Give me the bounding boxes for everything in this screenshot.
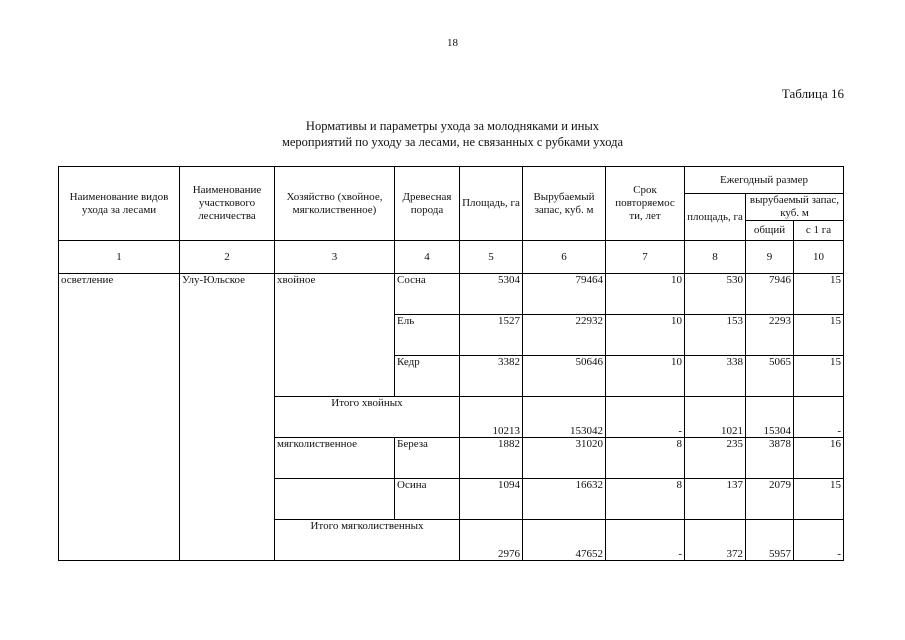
economy-cell: мягколиственное — [275, 438, 395, 479]
annual-total-cell: 15304 — [746, 397, 794, 438]
species-cell: Осина — [395, 479, 460, 520]
annual-area-cell: 137 — [685, 479, 746, 520]
table-title-line1: Нормативы и параметры ухода за молодняками и иных — [305, 119, 600, 133]
species-cell: Береза — [395, 438, 460, 479]
column-number: 2 — [180, 241, 275, 274]
header-harvest: вырубаемый запас, куб. м — [746, 194, 844, 221]
economy-cell-empty — [275, 479, 395, 520]
period-cell: 10 — [606, 274, 685, 315]
annual-total-cell: 2293 — [746, 315, 794, 356]
header-species: Древесная порода — [395, 167, 460, 241]
stock-cell: 22932 — [523, 315, 606, 356]
annual-area-cell: 530 — [685, 274, 746, 315]
stock-cell: 153042 — [523, 397, 606, 438]
header-economy: Хозяйство (хвойное, мягколиственное) — [275, 167, 395, 241]
header-total: общий — [746, 221, 794, 241]
subtotal-label: Итого мягколиственных — [275, 520, 460, 561]
header-stock: Вырубаемый запас, куб. м — [523, 167, 606, 241]
table-label: Таблица 16 — [781, 86, 844, 101]
page-number: 18 — [447, 37, 458, 49]
table-title-line2: мероприятий по уходу за лесами, не связанных с рубками ухода — [281, 135, 624, 149]
species-cell: Ель — [395, 315, 460, 356]
per-ha-cell: 16 — [794, 438, 844, 479]
column-number: 6 — [523, 241, 606, 274]
annual-area-cell: 372 — [685, 520, 746, 561]
header-period: Срок повторяемос ти, лет — [606, 167, 685, 241]
header-row-1 — [59, 167, 844, 194]
annual-total-cell: 7946 — [746, 274, 794, 315]
annual-area-cell: 338 — [685, 356, 746, 397]
area-cell: 1094 — [460, 479, 523, 520]
period-cell: 10 — [606, 315, 685, 356]
column-number: 1 — [59, 241, 180, 274]
annual-total-cell: 5957 — [746, 520, 794, 561]
table-title — [0, 118, 905, 150]
species-cell: Сосна — [395, 274, 460, 315]
annual-area-cell: 1021 — [685, 397, 746, 438]
header-annual-area: площадь, га — [685, 194, 746, 241]
column-number: 9 — [746, 241, 794, 274]
annual-total-cell: 5065 — [746, 356, 794, 397]
header-annual: Ежегодный размер — [685, 167, 844, 194]
annual-area-cell: 153 — [685, 315, 746, 356]
per-ha-cell: 15 — [794, 479, 844, 520]
per-ha-cell: 15 — [794, 315, 844, 356]
per-ha-cell: 15 — [794, 274, 844, 315]
annual-total-cell: 2079 — [746, 479, 794, 520]
table-row — [59, 274, 844, 315]
column-number: 7 — [606, 241, 685, 274]
care-type-cell: осветление — [59, 274, 180, 561]
area-cell: 1527 — [460, 315, 523, 356]
stock-cell: 47652 — [523, 520, 606, 561]
header-forestry: Наименование участкового лесничества — [180, 167, 275, 241]
period-cell: - — [606, 520, 685, 561]
period-cell: 10 — [606, 356, 685, 397]
area-cell: 10213 — [460, 397, 523, 438]
norms-table — [58, 166, 844, 561]
header-area: Площадь, га — [460, 167, 523, 241]
stock-cell: 79464 — [523, 274, 606, 315]
per-ha-cell: - — [794, 397, 844, 438]
per-ha-cell: 15 — [794, 356, 844, 397]
column-number: 8 — [685, 241, 746, 274]
forestry-cell: Улу-Юльское — [180, 274, 275, 561]
stock-cell: 31020 — [523, 438, 606, 479]
column-number: 4 — [395, 241, 460, 274]
annual-total-cell: 3878 — [746, 438, 794, 479]
subtotal-label: Итого хвойных — [275, 397, 460, 438]
header-care-type: Наименование видов ухода за лесами — [59, 167, 180, 241]
economy-cell: хвойное — [275, 274, 395, 397]
period-cell: - — [606, 397, 685, 438]
area-cell: 5304 — [460, 274, 523, 315]
column-number: 3 — [275, 241, 395, 274]
per-ha-cell: - — [794, 520, 844, 561]
period-cell: 8 — [606, 479, 685, 520]
stock-cell: 16632 — [523, 479, 606, 520]
period-cell: 8 — [606, 438, 685, 479]
header-per-ha: с 1 га — [794, 221, 844, 241]
area-cell: 2976 — [460, 520, 523, 561]
annual-area-cell: 235 — [685, 438, 746, 479]
stock-cell: 50646 — [523, 356, 606, 397]
species-cell: Кедр — [395, 356, 460, 397]
column-numbers-row — [59, 241, 844, 274]
area-cell: 1882 — [460, 438, 523, 479]
column-number: 10 — [794, 241, 844, 274]
column-number: 5 — [460, 241, 523, 274]
area-cell: 3382 — [460, 356, 523, 397]
